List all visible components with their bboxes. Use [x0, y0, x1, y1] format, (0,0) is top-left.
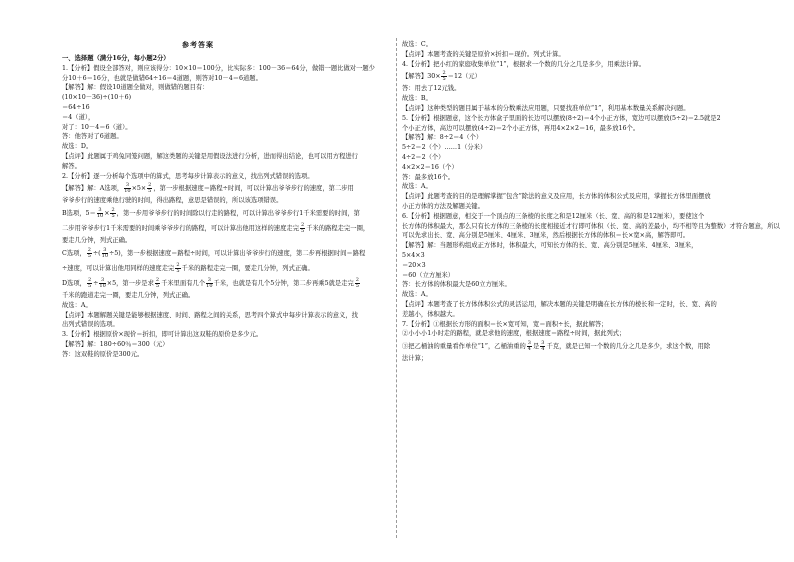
fraction-denominator: 5	[355, 282, 359, 289]
text-line	[62, 83, 392, 93]
text-line	[62, 162, 392, 172]
fraction	[102, 248, 108, 260]
text-segment: 故选：A。	[402, 183, 432, 191]
text-segment: 4.【分析】把小红的家庭收集单位“1”，根据求一个数的几分之几是多少，用乘法计算。	[402, 60, 646, 68]
text-line	[402, 290, 734, 300]
text-segment: ②小小小1小时走的路程，就是求他的速度，根据速度＝路程÷时间，据此列式；	[402, 330, 626, 338]
text-line	[402, 261, 734, 271]
fraction	[110, 208, 115, 220]
text-segment: 【点评】本题考查了长方体体积公式的灵活运用，解决本题的关键是明确在长方体的棱长和一定时，长、宽、高的	[402, 300, 717, 308]
fraction-denominator: 10	[206, 282, 213, 289]
text-segment: 【解答】30×	[402, 73, 441, 81]
text-line	[402, 114, 734, 124]
text-segment: 7.【分析】①根据长方形的面积＝长×宽可知，宽＝面积÷长，据此解答；	[402, 320, 608, 328]
text-segment: 5×4×3	[402, 251, 425, 259]
text-line	[62, 103, 392, 113]
text-segment: ÷(	[92, 249, 101, 257]
text-line	[62, 64, 392, 74]
fraction-numerator: 2	[155, 276, 160, 283]
fraction	[441, 71, 446, 83]
fraction-denominator: 10	[99, 282, 106, 289]
text-segment: ＝20×3	[402, 261, 426, 269]
text-segment: 3.【分析】根据原价×现价＝折扣，即可计算出这双鞋的原价是多少元。	[62, 331, 263, 339]
text-segment: ，第一步根据速度＝路程÷时间，可以计算出爷爷步行的速度，第二步用	[153, 185, 354, 193]
text-line	[62, 132, 392, 142]
text-segment: 千米里面有几个	[161, 279, 206, 287]
text-segment: ③把乙桶油的重量看作单位“1”，乙桶油重的	[402, 343, 526, 351]
fraction-denominator: 5	[87, 252, 91, 259]
text-segment: ÷速度，可以计算出他用同样的速度走完	[62, 264, 175, 272]
fraction-numerator: 2	[176, 261, 180, 268]
text-segment: 千米，也就是有几个5分钟，第二步再乘5就是走完	[213, 279, 354, 287]
text-line	[62, 196, 392, 206]
text-line	[62, 330, 392, 340]
text-segment: 1.【分析】假设全部答对，则应该得分：10×10＝100分，比实际多：100－36＝64分，做错一题比做对一题少	[62, 64, 375, 72]
fraction-denominator: 4	[541, 346, 545, 353]
text-segment: 答：长方体的体积最大是60立方厘米。	[402, 281, 511, 289]
text-line	[402, 329, 734, 339]
text-line	[402, 280, 734, 290]
fraction	[527, 341, 532, 353]
text-line	[402, 40, 734, 50]
text-segment: 故选：B。	[402, 95, 432, 103]
text-segment: 答：这双鞋的原价是300元。	[62, 350, 144, 358]
text-line	[62, 301, 392, 311]
fraction-denominator: 10	[101, 252, 109, 259]
fraction	[175, 263, 180, 275]
text-segment: 个小正方体，高边可以摆放(4÷2)＝2个小正方体，再用4×2×2＝16，最多放16个。	[402, 124, 640, 132]
fraction-denominator: 5	[111, 213, 115, 220]
text-line	[402, 173, 734, 183]
text-segment: 解答。	[62, 162, 81, 170]
fraction-denominator: 10	[124, 188, 131, 195]
text-segment: 4÷2＝2（个）	[402, 153, 445, 161]
right-column	[402, 40, 780, 364]
fraction	[97, 208, 103, 220]
text-line	[402, 231, 734, 241]
text-segment: ÷	[93, 279, 99, 287]
column-divider	[396, 38, 397, 538]
text-segment: 【解答】解：A选项，	[62, 185, 124, 193]
text-line	[402, 300, 734, 310]
text-line	[62, 206, 392, 221]
text-segment: 是	[532, 343, 540, 351]
text-line	[62, 350, 392, 360]
text-line	[402, 320, 734, 330]
fraction	[99, 278, 105, 290]
fraction-denominator: 10	[96, 213, 104, 220]
text-segment: 【解答】解：180÷60％＝300（元）	[62, 340, 169, 348]
text-segment: 答：用去了12元钱。	[402, 85, 461, 93]
text-segment: 6.【分析】根据题意，相交于一个顶点的三条棱的长度之和是12厘米（长、宽、高的和是12厘米），要使这个	[402, 212, 705, 220]
text-segment: C选项，	[62, 249, 86, 257]
text-line	[402, 143, 734, 153]
text-line	[402, 222, 780, 232]
text-segment: 4×2×2＝16（个）	[402, 163, 458, 171]
text-segment: 故选：A。	[62, 301, 92, 309]
fraction-numerator: 2	[355, 276, 359, 283]
fraction	[155, 278, 160, 290]
text-line	[402, 69, 734, 84]
page-title: 参考答案	[182, 40, 214, 49]
text-line	[62, 276, 392, 291]
text-line	[62, 311, 392, 321]
fraction	[87, 248, 92, 260]
text-line	[402, 241, 734, 251]
text-line	[402, 163, 734, 173]
text-line	[62, 152, 392, 162]
text-segment: 故选：D。	[62, 143, 93, 151]
text-segment: 要走几分钟，列式正确。	[62, 237, 132, 245]
fraction	[87, 278, 92, 290]
fraction-denominator: 5	[148, 188, 152, 195]
text-line	[402, 60, 734, 70]
fraction	[300, 223, 305, 235]
fraction-numerator: 3	[541, 339, 545, 346]
text-line	[62, 142, 392, 152]
fraction	[124, 183, 130, 195]
text-segment: ×5，第一步是求	[106, 279, 154, 287]
text-segment: 5.【分析】根据题意，这个长方体盒子里面的长边可以摆放(8÷2)＝4个小正方体，宽边可以摆放(5÷2)＝2.5就是2	[402, 114, 721, 122]
text-segment: (10×10－36)÷(10＋6)	[62, 94, 132, 102]
text-segment: 千克，就是已知一个数的几分之几是多少，求这个数，用除	[546, 343, 711, 351]
text-line	[402, 124, 734, 134]
text-segment: 【解答】解：假设10道题全做对，则做错的题目有：	[62, 84, 209, 92]
text-segment: ÷5)，第一步根据速度＝路程÷时间，可以计算出爷爷步行的速度，第二步再根据时间＝路程	[109, 249, 366, 257]
text-line	[62, 93, 392, 103]
text-segment: ＝64÷16	[62, 103, 90, 111]
text-line	[62, 221, 392, 236]
section-heading	[62, 54, 392, 64]
text-segment: 对了：10－4＝6（道）。	[62, 123, 132, 131]
text-segment: 爷爷步行的速度乘他行驶的时间，得出路程，意思是错误的，所以该选项错误。	[62, 197, 283, 205]
text-segment: ＝12（元）	[447, 73, 481, 81]
text-line	[402, 212, 734, 222]
text-segment: 二步用爷爷步行1千米需要的时间乘爷爷步行的路程，可以计算出他用这样的速度走完	[62, 225, 299, 233]
text-segment: 2.【分析】逐一分析每个选项中的算式，思考每步计算表示的意义，找出列式错误的选项。	[62, 172, 314, 180]
text-line	[402, 153, 734, 163]
fraction-numerator: 3	[527, 339, 531, 346]
text-segment: 小正方体的方法及解题关键。	[402, 202, 484, 210]
fraction-denominator: 5	[301, 228, 305, 235]
left-column	[62, 54, 392, 360]
fraction	[206, 278, 212, 290]
text-line	[62, 261, 392, 276]
text-segment: 【点评】本题解题关键是能够根据速度、时间、路程之间的关系，思考四个算式中每步计算表示的意义，找	[62, 311, 358, 319]
text-line	[62, 74, 392, 84]
fraction-numerator: 2	[87, 246, 91, 253]
text-segment: 分10＋6＝16分，也就是做错64÷16＝4道题，则答对10－4＝6道题。	[62, 74, 262, 82]
text-segment: 5÷2＝2（个）……1（分米）	[402, 144, 487, 152]
text-line	[62, 320, 392, 330]
fraction-numerator: 3	[98, 206, 102, 213]
text-line	[402, 202, 734, 212]
text-segment: 答：最多放16个。	[402, 173, 455, 181]
text-line	[62, 113, 392, 123]
fraction	[355, 278, 360, 290]
fraction-numerator: 2	[148, 181, 152, 188]
text-line	[402, 94, 734, 104]
text-segment: 【解答】解：8÷2＝4（个）	[402, 134, 483, 142]
text-segment: 【解答】解：当题形构组成正方体时，体积最大，可知长方体的长、宽、高分别是5厘米、4厘米、3厘米，	[402, 242, 698, 250]
text-line	[62, 246, 392, 261]
text-segment: ×	[104, 210, 110, 218]
text-segment: 可以先求出长、宽、高分别是5厘米、4厘米、3厘米，然后根据长方体的体积＝长×宽×高，解答即可。	[402, 232, 690, 240]
text-line	[402, 251, 734, 261]
text-line	[62, 123, 392, 133]
fraction-numerator: 3	[103, 246, 107, 253]
text-segment: ×5×	[131, 185, 147, 193]
text-line	[402, 50, 734, 60]
fraction-numerator: 2	[111, 206, 115, 213]
text-line	[402, 133, 734, 143]
text-line	[402, 84, 734, 94]
text-segment: 答：他答对了6道题。	[62, 133, 123, 141]
fraction	[540, 341, 545, 353]
text-segment: 【点评】本题考查的关键是原价×折扣＝现价。列式计算。	[402, 50, 565, 58]
text-line	[402, 339, 734, 354]
text-line	[402, 271, 734, 281]
text-segment: 差越小，体积越大。	[402, 310, 459, 318]
text-segment: ＝60（立方厘米）	[402, 271, 455, 279]
text-segment: ＝4（道），	[62, 113, 95, 121]
text-segment: 【点评】此题属于鸡兔同笼问题，解这类题的关键是用假设法进行分析，进而得出结论，也可以用方程进行	[62, 152, 358, 160]
text-segment: D选项，	[62, 279, 86, 287]
text-line	[62, 181, 392, 196]
fraction-denominator: 5	[442, 76, 446, 83]
text-line	[402, 354, 734, 364]
fraction-denominator: 4	[527, 346, 531, 353]
text-line	[402, 310, 734, 320]
text-segment: 一、选择题（满分16分，每小题2分）	[62, 55, 170, 62]
text-line	[62, 340, 392, 350]
text-line	[402, 192, 734, 202]
text-segment: 千米的路程走完一圈，	[306, 225, 370, 233]
text-segment: 千米的跑道走完一圈，要走几分钟，列式正确。	[62, 291, 195, 299]
fraction-numerator: 2	[87, 276, 92, 283]
text-segment: 故选：A。	[402, 291, 432, 299]
text-segment: 法计算；	[402, 355, 428, 363]
text-segment: 故选：C。	[402, 41, 433, 48]
text-segment: 【点评】此题考查的目的是理解掌握“包含”除法的意义及应用，长方体的体积公式及应用，掌握长方体里面摆放	[402, 193, 711, 201]
text-segment: 出列式错误的选项。	[62, 321, 119, 329]
text-line	[62, 236, 392, 246]
text-line	[62, 291, 392, 301]
fraction-numerator: 2	[301, 221, 305, 228]
text-segment: B选项，5＝	[62, 210, 96, 218]
fraction-numerator: 3	[101, 276, 105, 283]
text-segment: 【点评】这种类型的题目属于基本的分数乘法应用题，只要找准单位“1”，利用基本数量关系解决问题。	[402, 104, 690, 112]
text-segment: ，第一步用爷爷步行的时间除以行走的路程，可以计算出爷爷步行1千米需要的时间，第	[116, 210, 360, 218]
fraction-numerator: 2	[442, 69, 446, 76]
fraction-denominator: 5	[155, 282, 160, 289]
text-line	[402, 182, 734, 192]
fraction-denominator: 5	[87, 282, 92, 289]
fraction-numerator: 3	[207, 276, 211, 283]
fraction-denominator: 5	[176, 267, 180, 274]
fraction-numerator: 3	[125, 181, 130, 188]
text-segment: 千米的路程走完一圈，要走几分钟，列式正确。	[181, 264, 314, 272]
text-line	[402, 104, 734, 114]
text-segment: 长方体的体积最大，那么只有长方体的三条棱的长度相接近才行即可体积（长、宽、高的差最小，均不相等且为整数）才符合题意，所以	[402, 222, 780, 230]
fraction	[147, 183, 152, 195]
text-line	[62, 172, 392, 182]
